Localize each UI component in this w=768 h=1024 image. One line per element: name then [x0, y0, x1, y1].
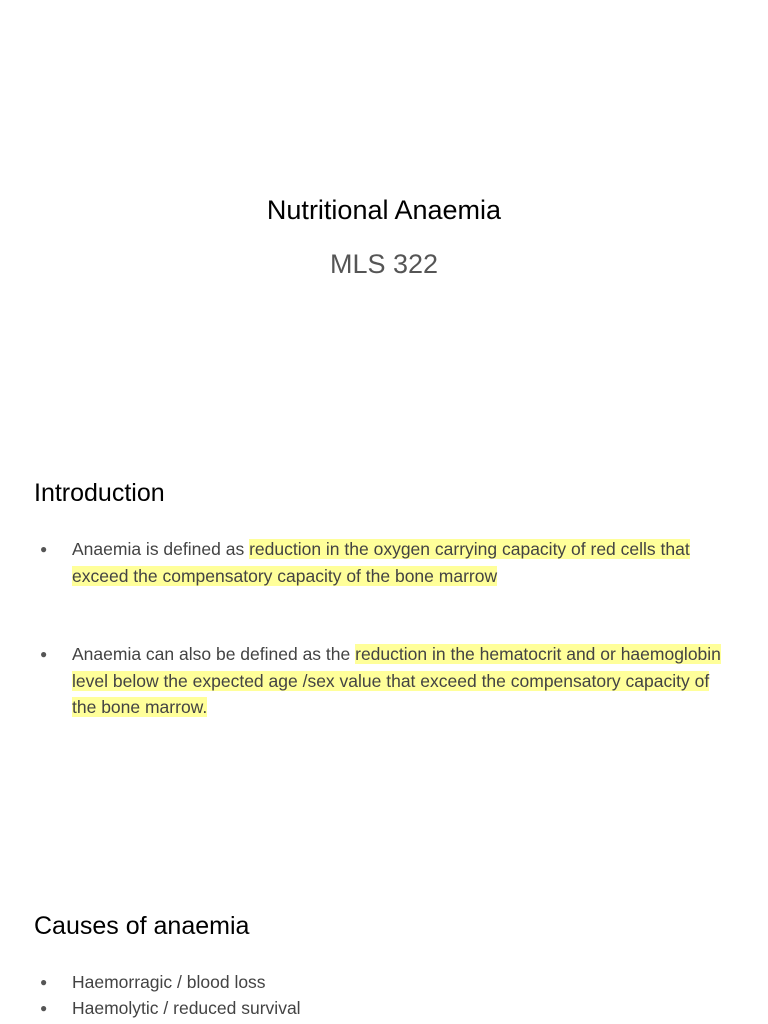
list-item-text: Haemorragic / blood loss — [72, 972, 266, 992]
list-item-text: Haemolytic / reduced survival — [72, 998, 301, 1018]
bullet-icon: ● — [40, 1001, 48, 1015]
bullet-icon: ● — [40, 647, 48, 661]
bullet-icon: ● — [40, 975, 48, 989]
highlighted-text: reduction in the hematocrit and or haemoglobin level below the expected age /sex value that exceed the compensatory capacity of the bone marrow. — [72, 644, 721, 717]
bullet-icon: ● — [40, 542, 48, 556]
list-item — [34, 969, 734, 996]
section-heading-causes: Causes of anaemia — [34, 912, 250, 940]
page-subtitle: MLS 322 — [329, 249, 439, 279]
list-item — [34, 995, 734, 1022]
list-item-plain-text: Anaemia can also be defined as the — [72, 644, 356, 664]
list-item — [34, 641, 734, 721]
list-item-plain-text: Anaemia is defined as — [72, 539, 250, 559]
page-title: Nutritional Anaemia — [266, 195, 502, 225]
list-item-text — [72, 641, 734, 721]
highlighted-text: reduction in the oxygen carrying capacity of red cells that exceed the compensatory capacity of the bone marrow — [72, 539, 690, 586]
section-heading-introduction: Introduction — [34, 479, 165, 507]
list-item-text — [72, 536, 734, 589]
list-item — [34, 536, 734, 589]
